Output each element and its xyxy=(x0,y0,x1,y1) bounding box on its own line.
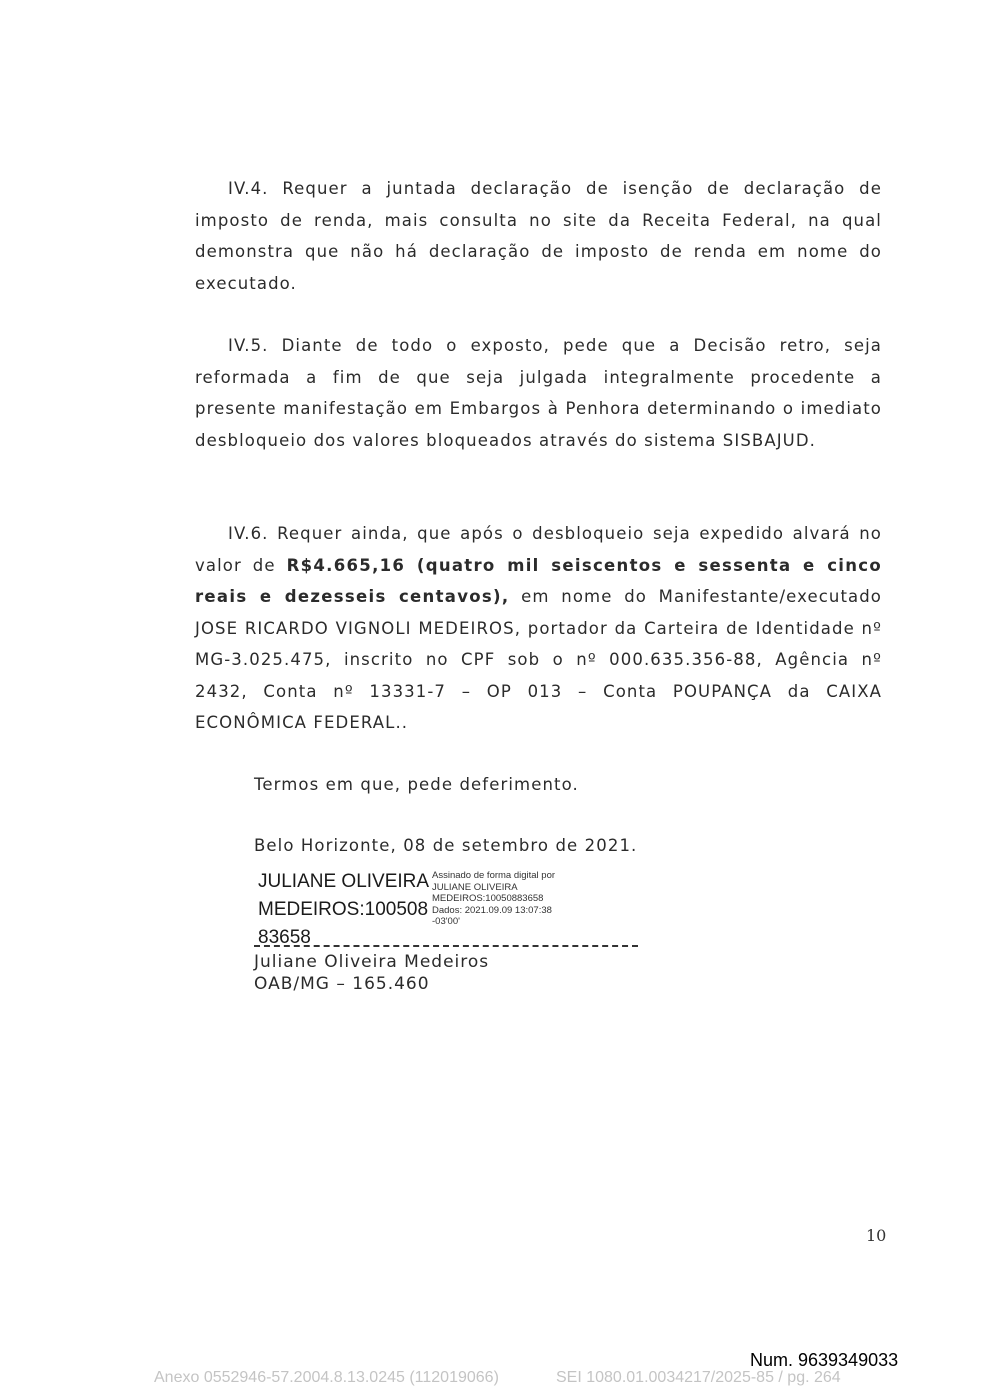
footer-sei: SEI 1080.01.0034217/2025-85 / pg. 264 xyxy=(556,1369,841,1386)
signature-name-line: MEDEIROS:100508 xyxy=(258,899,429,920)
signature-name-line: JULIANE OLIVEIRA xyxy=(258,871,430,892)
digital-signature xyxy=(258,868,638,948)
paragraph-iv5-text: IV.5. Diante de todo o exposto, pede que a Decisão retro, seja reformada a fim de que seja julgada integralmente procedente a presente manifestação em Embargos à Penhora determinando o imediato desbloqueio dos valores bloqueados através do sistema SISBAJUD. xyxy=(195,336,882,450)
paragraph-iv5 xyxy=(195,330,882,456)
signature-name-line: 83658 xyxy=(258,927,311,948)
paragraph-iv6-start: IV.6. Requer ainda, que após o desbloqueio seja expedido alvará no valor de xyxy=(195,524,882,575)
signature-metadata xyxy=(432,870,555,928)
signature-meta-line: Assinado de forma digital por xyxy=(432,870,556,881)
paragraph-iv6-amount: R$4.665,16 (quatro mil seiscentos e sessenta e cinco reais e dezesseis centavos), xyxy=(195,555,882,606)
signer-oab: OAB/MG – 165.460 xyxy=(254,974,430,994)
paragraph-iv6 xyxy=(195,518,882,739)
signature-meta-line: MEDEIROS:10050883658 xyxy=(432,893,544,904)
document-number: Num. 9639349033 xyxy=(750,1350,899,1370)
signature-meta-line: Dados: 2021.09.09 13:07:38 xyxy=(432,904,552,916)
paragraph-iv4-text: IV.4. Requer a juntada declaração de isenção de declaração de imposto de renda, mais consulta no site da Receita Federal, na qual demonstra que não há declaração de imposto de renda em nome do executado. xyxy=(195,179,882,293)
signature-name xyxy=(258,868,429,952)
place-date: Belo Horizonte, 08 de setembro de 2021. xyxy=(254,836,638,855)
signature-line xyxy=(254,945,638,947)
closing-request: Termos em que, pede deferimento. xyxy=(254,775,579,794)
signature-meta-line: JULIANE OLIVEIRA xyxy=(432,881,518,893)
footer-annex: Anexo 0552946-57.2004.8.13.0245 (112019066) xyxy=(154,1369,499,1386)
paragraph-iv4 xyxy=(195,173,882,299)
paragraph-iv6-end: em nome do Manifestante/executado JOSE RICARDO VIGNOLI MEDEIROS, portador da Carteira de Identidade nº MG-3.025.475, inscrito no CPF sob o nº 000.635.356-88, Agência nº 2432, Conta nº 13331-7 – OP 013 – Conta POUPANÇA da CAIXA ECONÔMICA FEDERAL.. xyxy=(195,587,882,732)
signature-meta-line: -03'00' xyxy=(432,916,460,927)
signer-name: Juliane Oliveira Medeiros xyxy=(254,952,490,972)
page-number: 10 xyxy=(866,1226,887,1245)
